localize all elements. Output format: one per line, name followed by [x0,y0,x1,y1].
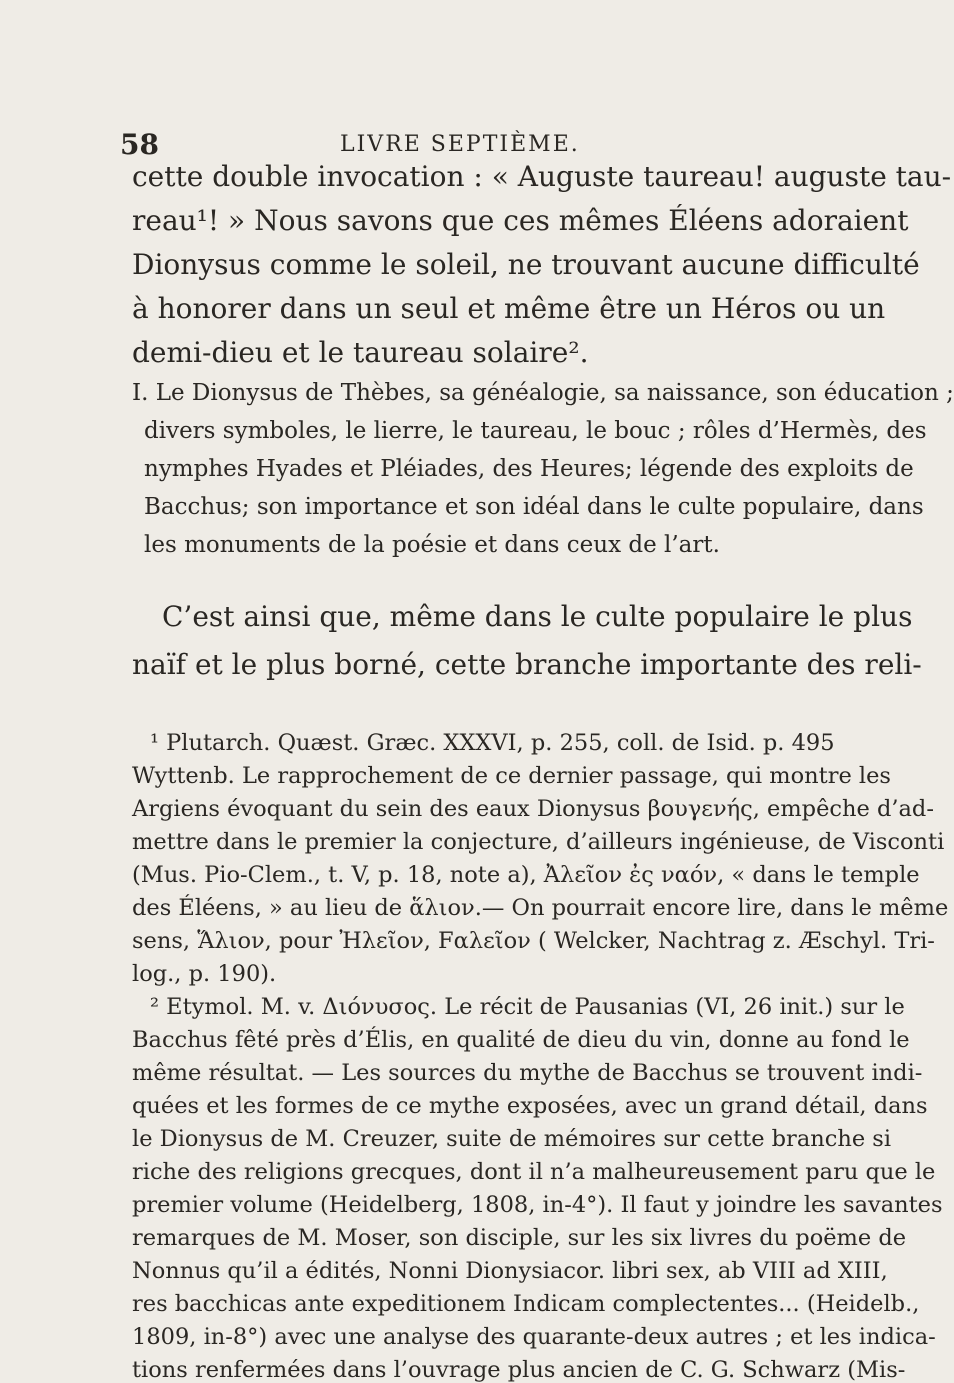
text-line: C’est ainsi que, même dans le culte populaire le plus [162,600,913,633]
footnote-line: Nonnus qu’il a édités, Nonni Dionysiacor. libri sex, ab VIII ad XIII, [132,1258,888,1284]
text-line: Dionysus comme le soleil, ne trouvant aucune difficulté [132,248,920,281]
footnote-line: sens, Ἅλιον, pour Ἠλεῖον, Fαλεῖον ( Welcker, Nachtrag z. Æschyl. Tri- [132,928,935,954]
footnote-line: remarques de M. Moser, son disciple, sur les six livres du poëme de [132,1225,907,1251]
footnote-line: (Mus. Pio-Clem., t. V, p. 18, note a), Ἀλεῖον ἐς ναόν, « dans le temple [132,862,920,888]
summary-line: les monuments de la poésie et dans ceux de l’art. [144,532,720,558]
footnote-line: Bacchus fêté près d’Élis, en qualité de dieu du vin, donne au fond le [132,1027,910,1053]
footnote-line: Argiens évoquant du sein des eaux Dionysus βουγενής, empêche d’ad- [132,796,934,822]
footnote-line: le Dionysus de M. Creuzer, suite de mémoires sur cette branche si [132,1126,892,1152]
footnote-line: mettre dans le premier la conjecture, d’ailleurs ingénieuse, de Visconti [132,829,945,855]
text-line: reau¹! » Nous savons que ces mêmes Éléens adoraient [132,204,909,237]
summary-line: Bacchus; son importance et son idéal dans le culte populaire, dans [144,494,924,520]
summary-line: nymphes Hyades et Pléiades, des Heures; légende des exploits de [144,456,914,482]
text-line: à honorer dans un seul et même être un Héros ou un [132,292,886,325]
text-line: naïf et le plus borné, cette branche importante des reli- [132,648,922,681]
footnote-line: res bacchicas ante expeditionem Indicam complectentes... (Heidelb., [132,1291,920,1317]
summary-line: I. Le Dionysus de Thèbes, sa généalogie, sa naissance, son éducation ; [132,380,954,406]
footnote-line: log., p. 190). [132,961,277,987]
page-number: 58 [120,128,159,161]
footnote-line: tions renfermées dans l’ouvrage plus ancien de C. G. Schwarz (Mis- [132,1357,906,1383]
footnote-line: riche des religions grecques, dont il n’a malheureusement paru que le [132,1159,936,1185]
text-line: cette double invocation : « Auguste taureau! auguste tau- [132,160,952,193]
footnote-line: des Éléens, » au lieu de ἅλιον.— On pourrait encore lire, dans le même [132,895,949,921]
footnote-line: quées et les formes de ce mythe exposées, avec un grand détail, dans [132,1093,928,1119]
footnote-line: même résultat. — Les sources du mythe de Bacchus se trouvent indi- [132,1060,923,1086]
summary-line: divers symboles, le lierre, le taureau, le bouc ; rôles d’Hermès, des [144,418,927,444]
footnote-line: premier volume (Heidelberg, 1808, in-4°). Il faut y joindre les savantes [132,1192,943,1218]
running-head: LIVRE SEPTIÈME. [340,132,580,157]
footnote-line: ² Etymol. M. v. Διόνυσος. Le récit de Pausanias (VI, 26 init.) sur le [150,994,905,1020]
footnote-line: Wyttenb. Le rapprochement de ce dernier passage, qui montre les [132,763,891,789]
footnote-line: 1809, in-8°) avec une analyse des quarante-deux autres ; et les indica- [132,1324,936,1350]
footnote-line: ¹ Plutarch. Quæst. Græc. XXXVI, p. 255, coll. de Isid. p. 495 [150,730,835,756]
text-line: demi-dieu et le taureau solaire². [132,336,589,369]
